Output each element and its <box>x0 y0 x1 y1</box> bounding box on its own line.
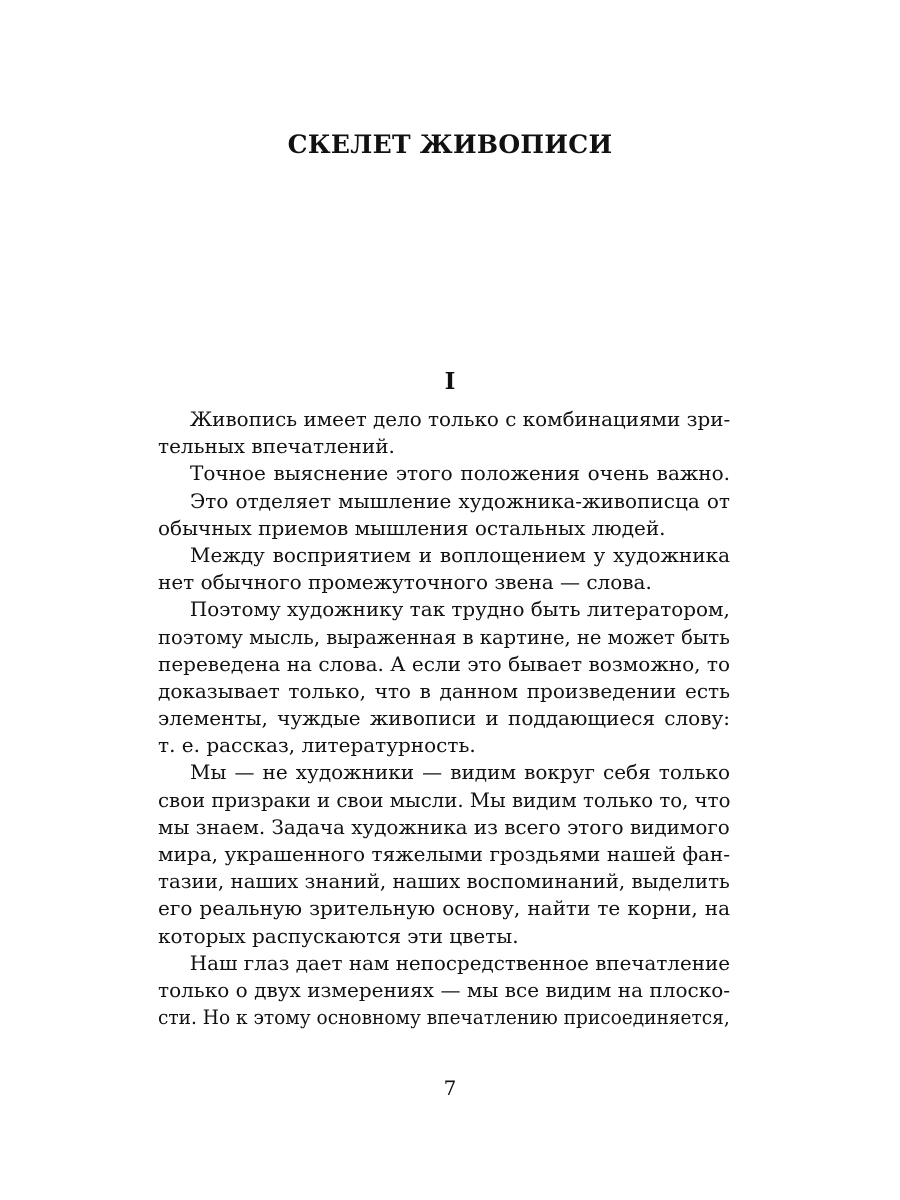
text-line: переведена на слова. А если это бывает возможно, то <box>158 651 730 676</box>
text-line: мы знаем. Задача художника из всего этого видимого <box>158 814 730 839</box>
text-line: элементы, чуждые живописи и поддающиеся слову: <box>158 706 730 731</box>
text-line: сти. Но к этому основному впечатлению присоединяется, <box>158 1005 730 1030</box>
text-line: Между восприятием и воплощением у художника <box>190 542 730 567</box>
text-line: мира, украшенного тяжелыми гроздьями нашей фан- <box>158 842 730 866</box>
section-numeral: I <box>444 368 456 395</box>
text-line: свои призраки и свои мысли. Мы видим только то, что <box>158 787 731 812</box>
text-line: тазии, наших знаний, наших воспоминаний, выделить <box>158 869 730 894</box>
text-line: Наш глаз дает нам непосредственное впечатление <box>189 950 730 975</box>
text-line: Живопись имеет дело только с комбинациями зри- <box>189 407 731 431</box>
text-line: нет обычного промежуточного звена — слова. <box>158 570 652 595</box>
text-line: его реальную зрительную основу, найти те корни, на <box>158 896 730 921</box>
text-line: Поэтому художнику так трудно быть литератором, <box>189 597 730 622</box>
text-line: Точное выяснение этого положения очень важно. <box>190 461 730 486</box>
text-line: Мы — не художники — видим вокруг себя только <box>190 760 730 785</box>
body-text <box>158 406 730 1031</box>
page-title: СКЕЛЕТ ЖИВОПИСИ <box>287 130 613 159</box>
page-number: 7 <box>443 1076 457 1100</box>
text-line: обычных приемов мышления остальных людей. <box>158 515 666 540</box>
text-line: только о двух измерениях — мы все видим на плоско- <box>158 977 730 1002</box>
text-line: поэтому мысль, выраженная в картине, не может быть <box>158 624 730 649</box>
text-line: которых распускаются эти цветы. <box>158 923 519 948</box>
text-line: доказывает только, что в данном произведении есть <box>158 678 730 703</box>
text-line: Это отделяет мышление художника-живописца от <box>190 488 730 513</box>
text-line: тельных впечатлений. <box>158 434 395 459</box>
text-line: т. е. рассказ, литературность. <box>158 733 476 758</box>
